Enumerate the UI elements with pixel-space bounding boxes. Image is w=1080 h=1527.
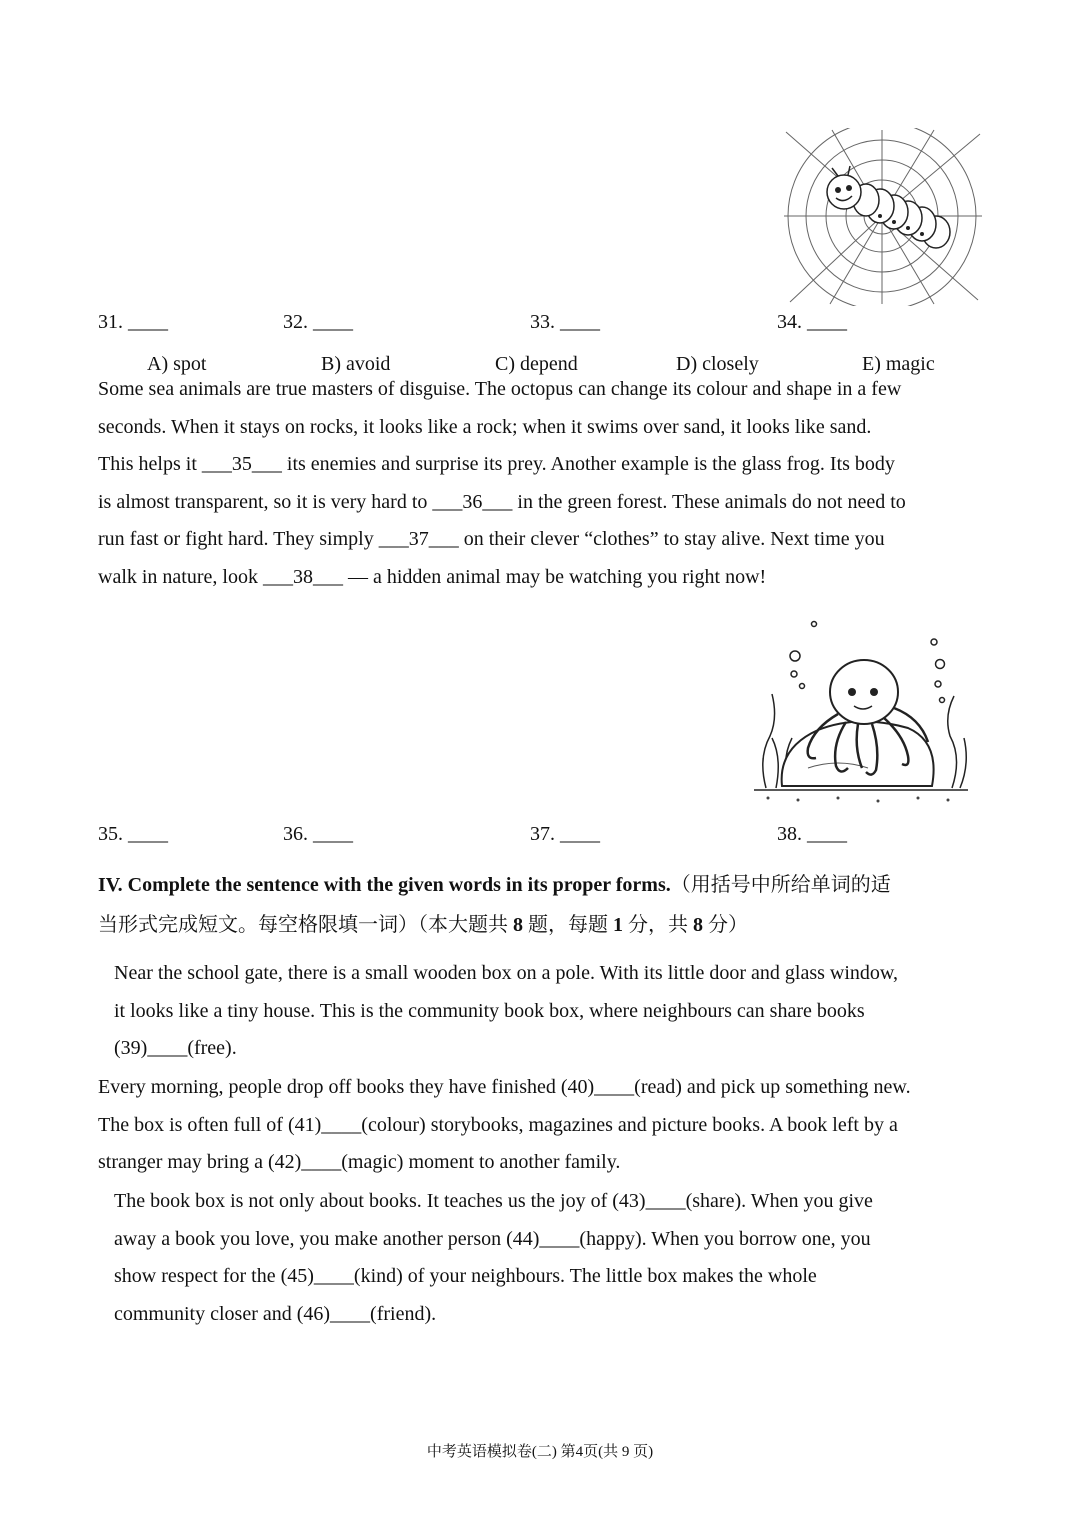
passage-line: show respect for the (45)____(kind) of your neighbours. The little box makes the whole (114, 1265, 817, 1288)
answer-blank-36[interactable]: 36. ____ (283, 823, 353, 845)
passage-line: The box is often full of (41)____(colour) storybooks, magazines and picture books. A book left by a (98, 1113, 898, 1136)
section-iv-instructions: 分，共 (623, 914, 693, 936)
passage-line: Near the school gate, there is a small wooden box on a pole. With its little door and glass window, (114, 962, 899, 984)
passage-line: This helps it ___35___ its enemies and surprise its prey. Another example is the glass frog. Its body (98, 453, 895, 476)
passage-line: it looks like a tiny house. This is the community book box, where neighbours can share books (114, 999, 865, 1022)
points-each: 1 (613, 914, 623, 936)
page-footer: 中考英语模拟卷(二) 第4页(共 9 页) (426, 1444, 654, 1460)
answer-blank-32[interactable]: 32. ____ (283, 311, 353, 333)
passage-line: stranger may bring a (42)____(magic) moment to another family. (98, 1151, 621, 1174)
points-total: 8 (693, 914, 703, 936)
word-bank-option-b: B) avoid (321, 353, 391, 375)
passage-line: community closer and (46)____(friend). (114, 1302, 437, 1325)
passage-book-box-para-2 (98, 1069, 998, 1182)
section-iv-title: IV. Complete the sentence with the given words in its proper forms. (98, 874, 671, 896)
passage-line: seconds. When it stays on rocks, it looks like a rock; when it swims over sand, it looks like sand. (98, 415, 872, 438)
passage-line: The book box is not only about books. It teaches us the joy of (43)____(share). When you give (114, 1190, 873, 1212)
answer-blank-34[interactable]: 34. ____ (777, 311, 847, 333)
section-iv-instructions: 题，每题 (523, 914, 613, 936)
section-iv-instructions: 分） (703, 914, 748, 936)
passage-disguise (98, 371, 998, 597)
passage-line: away a book you love, you make another person (44)____(happy). When you borrow one, you (114, 1227, 871, 1250)
passage-book-box-para-1 (114, 955, 1014, 1068)
word-bank-option-a: A) spot (147, 353, 207, 375)
passage-line: Every morning, people drop off books they have finished (40)____(read) and pick up something new. (98, 1076, 911, 1098)
passage-line: run fast or fight hard. They simply ___37___ on their clever “clothes” to stay alive. Next time you (98, 528, 885, 551)
word-bank-option-d: D) closely (676, 353, 759, 375)
section-iv-heading (98, 865, 998, 945)
passage-line: walk in nature, look ___38___ — a hidden animal may be watching you right now! (98, 565, 767, 588)
passage-book-box-para-3 (114, 1183, 1014, 1333)
word-bank-option-e: E) magic (862, 353, 935, 375)
answer-blank-37[interactable]: 37. ____ (530, 823, 600, 845)
passage-line: is almost transparent, so it is very hard to ___36___ in the green forest. These animals do not need to (98, 490, 906, 513)
answer-blank-35[interactable]: 35. ____ (98, 823, 168, 845)
answer-blank-38[interactable]: 38. ____ (777, 823, 847, 845)
word-bank-option-c: C) depend (495, 353, 578, 375)
answer-blank-31[interactable]: 31. ____ (98, 311, 168, 333)
question-count: 8 (513, 914, 523, 936)
answer-blank-33[interactable]: 33. ____ (530, 311, 600, 333)
passage-line: (39)____(free). (114, 1037, 237, 1060)
section-iv-instructions: 当形式完成短文。每空格限填一词）（本大题共 (98, 914, 513, 936)
octopus-rock-illustration (748, 618, 974, 808)
caterpillar-web-illustration (782, 128, 984, 306)
passage-line: Some sea animals are true masters of disguise. The octopus can change its colour and shape in a few (98, 378, 902, 400)
section-iv-title-cn: （用括号中所给单词的适 (670, 874, 891, 896)
